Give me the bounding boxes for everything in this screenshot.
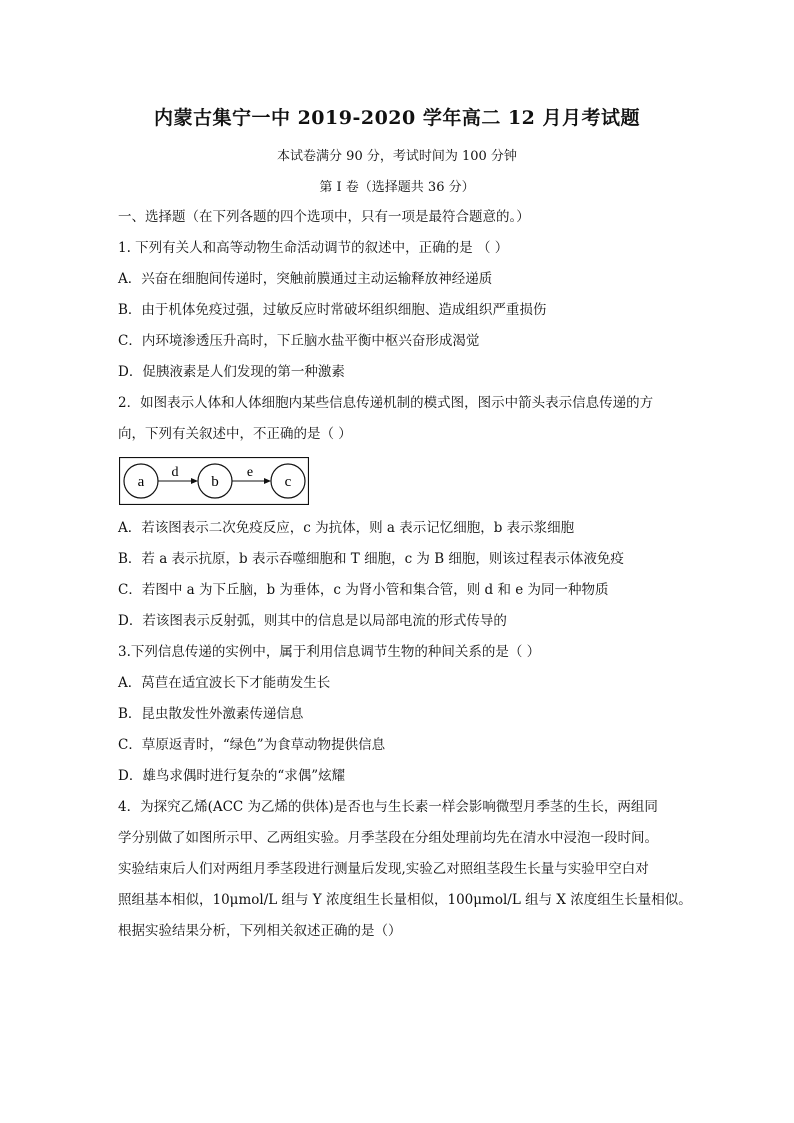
q3-option-d: D．雄鸟求偶时进行复杂的“求偶”炫耀 — [118, 768, 346, 784]
q3-option-b: B．昆虫散发性外激素传递信息 — [118, 706, 304, 722]
q2-option-b: B．若 a 表示抗原，b 表示吞噬细胞和 T 细胞，c 为 B 细胞，则该过程表示体液免疫 — [118, 551, 624, 567]
q3-stem: 3.下列信息传递的实例中，属于利用信息调节生物的种间关系的是（ ） — [118, 644, 541, 660]
part-heading: 第 I 卷（选择题共 36 分） — [319, 180, 475, 195]
q3-option-c: C．草原返青时，“绿色”为食草动物提供信息 — [118, 737, 386, 753]
node-c-label: c — [284, 474, 292, 490]
q1-option-a: A．兴奋在细胞间传递时，突触前膜通过主动运输释放神经递质 — [118, 271, 493, 287]
exam-subtitle: 本试卷满分 90 分，考试时间为 100 分钟 — [277, 149, 517, 164]
section-heading: 一、选择题（在下列各题的四个选项中，只有一项是最符合题意的。） — [118, 209, 530, 225]
q1-option-d: D．促胰液素是人们发现的第一种激素 — [118, 364, 345, 380]
q4-text-line-5: 根据实验结果分析，下列相关叙述正确的是（） — [118, 923, 402, 939]
q1-stem: 1. 下列有关人和高等动物生命活动调节的叙述中，正确的是 （ ） — [118, 240, 509, 256]
q1-option-b: B．由于机体免疫过强，过敏反应时常破坏组织细胞、造成组织严重损伤 — [118, 302, 547, 318]
node-b-label: b — [211, 474, 219, 490]
q4-text-line-1: 4．为探究乙烯(ACC 为乙烯的供体)是否也与生长素一样会影响微型月季茎的生长，两组同 — [118, 799, 658, 815]
q4-text-line-2: 学分别做了如图所示甲、乙两组实验。月季茎段在分组处理前均先在清水中浸泡一段时间。 — [118, 830, 658, 846]
signal-flow-diagram — [119, 457, 309, 505]
q4-text-line-3: 实验结束后人们对两组月季茎段进行测量后发现,实验乙对照组茎段生长量与实验甲空白对 — [118, 861, 649, 877]
q3-option-a: A．莴苣在适宜波长下才能萌发生长 — [118, 675, 331, 691]
exam-title: 内蒙古集宁一中 2019-2020 学年高二 12 月月考试题 — [153, 107, 641, 129]
q1-option-c: C．内环境渗透压升高时，下丘脑水盐平衡中枢兴奋形成渴觉 — [118, 333, 480, 349]
q2-option-c: C．若图中 a 为下丘脑，b 为垂体，c 为肾小管和集合管，则 d 和 e 为同一种物质 — [118, 582, 609, 598]
q2-option-d: D．若该图表示反射弧，则其中的信息是以局部电流的形式传导的 — [118, 613, 507, 629]
q2-stem-line-2: 向，下列有关叙述中，不正确的是（ ） — [118, 426, 352, 442]
q4-text-line-4: 照组基本相似，10μmol/L 组与 Y 浓度组生长量相似，100μmol/L 组与 X 浓度组生长量相似。 — [118, 892, 692, 908]
arrow-e-head — [264, 478, 271, 484]
arrow-e-label: e — [246, 465, 254, 480]
q2-stem-line-1: 2．如图表示人体和人体细胞内某些信息传递机制的模式图，图示中箭头表示信息传递的方 — [118, 395, 654, 411]
arrow-d-label: d — [171, 465, 179, 480]
arrow-d-head — [191, 478, 198, 484]
q2-option-a: A．若该图表示二次免疫反应，c 为抗体，则 a 表示记忆细胞，b 表示浆细胞 — [118, 520, 575, 536]
node-a-label: a — [137, 474, 145, 490]
